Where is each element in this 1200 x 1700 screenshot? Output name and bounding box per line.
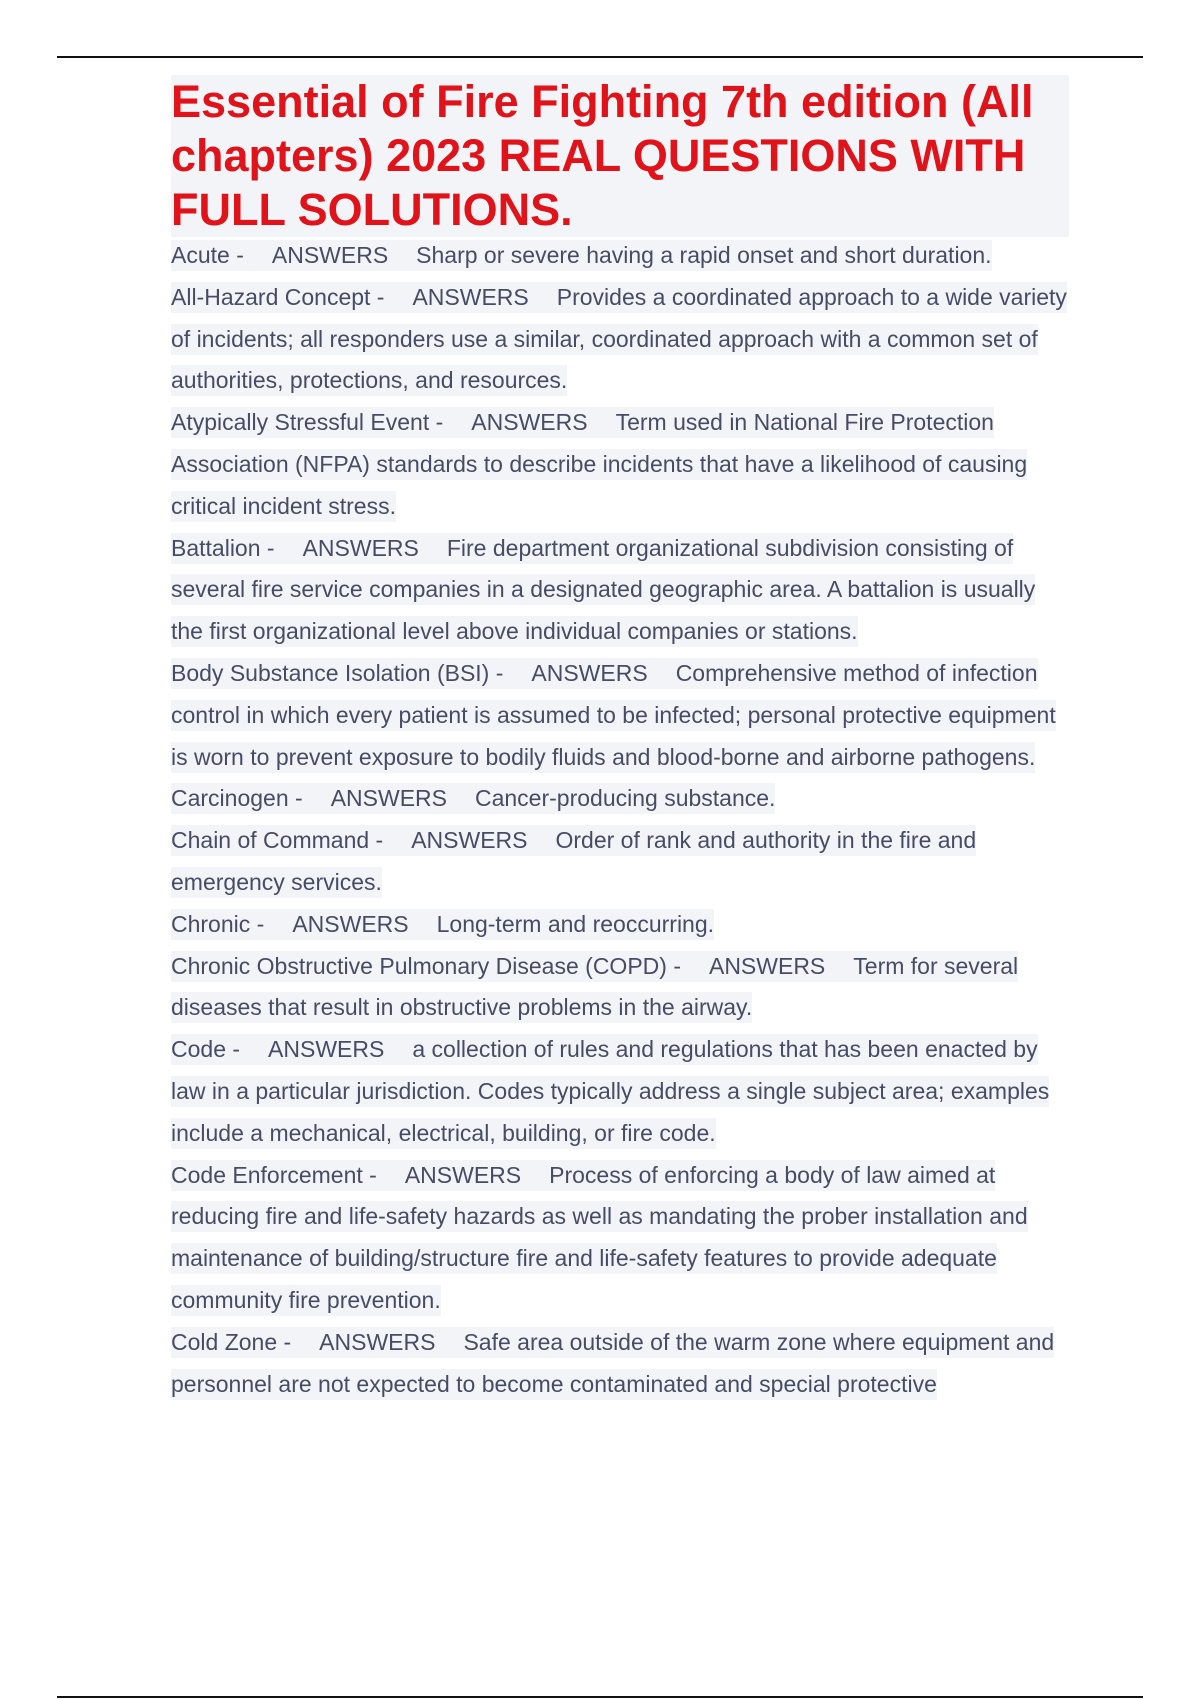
entry-term: Chronic - <box>171 910 265 937</box>
answers-label: ANSWERS <box>708 952 826 979</box>
glossary-entry <box>171 1029 1069 1154</box>
glossary-list <box>171 235 1069 1405</box>
answers-label: ANSWERS <box>471 409 588 436</box>
answers-label: ANSWERS <box>271 242 389 268</box>
glossary-entry <box>171 528 1069 653</box>
answers-label: ANSWERS <box>404 1161 522 1188</box>
entry-definition: Safe area outside of the warm zone where equipment and personnel are not expected to become contaminated and special protective <box>171 1328 1055 1397</box>
document-body <box>171 75 1069 1405</box>
bottom-rule <box>57 1696 1143 1698</box>
glossary-entry <box>171 1155 1069 1322</box>
answers-label: ANSWERS <box>412 283 529 310</box>
entry-definition: Sharp or severe having a rapid onset and short duration. <box>416 242 992 268</box>
glossary-entry <box>171 904 1069 946</box>
glossary-entry <box>171 1322 1069 1406</box>
glossary-entry <box>171 277 1069 402</box>
glossary-entry <box>171 820 1069 904</box>
answers-label: ANSWERS <box>292 910 409 937</box>
entry-definition: Term used in National Fire Protection Association (NFPA) standards to describe incidents that have a likelihood of causing critical incident stress. <box>171 409 1028 519</box>
entry-term: Acute - <box>171 242 244 268</box>
glossary-entry <box>171 778 1069 820</box>
entry-definition: Fire department organizational subdivision consisting of several fire service companies in a designated geographic area. A battalion is usually the first organizational level above individual companies or stations. <box>171 534 1036 645</box>
answers-label: ANSWERS <box>319 1328 436 1355</box>
answers-label: ANSWERS <box>330 785 447 812</box>
answers-label: ANSWERS <box>268 1036 385 1063</box>
entry-definition: Cancer-producing substance. <box>474 785 776 812</box>
glossary-entry <box>171 946 1069 1030</box>
entry-term: Cold Zone - <box>171 1328 292 1355</box>
glossary-entry <box>171 653 1069 778</box>
top-rule <box>57 56 1143 58</box>
answers-label: ANSWERS <box>302 534 419 561</box>
entry-term: Battalion - <box>171 534 275 561</box>
entry-definition: a collection of rules and regulations that has been enacted by law in a particular jurisdiction. Codes typically address a single subject area; examples include a mechanical, electrical, building, or fire code. <box>171 1036 1050 1146</box>
entry-definition: Comprehensive method of infection control in which every patient is assumed to be infected; personal protective equipment is worn to prevent exposure to bodily fluids and blood-borne and airborne pathogens. <box>171 659 1056 770</box>
entry-definition: Process of enforcing a body of law aimed at reducing fire and life-safety hazards as well as mandating the prober installation and maintenance of building/structure fire and life-safety features to provide adequate community fire prevention. <box>171 1161 1028 1313</box>
entry-definition: Term for several diseases that result in obstructive problems in the airway. <box>171 952 1019 1021</box>
answers-label: ANSWERS <box>531 659 648 686</box>
glossary-entry <box>171 235 1069 277</box>
entry-term: Code Enforcement - <box>171 1161 377 1188</box>
entry-term: Chain of Command - <box>171 827 384 854</box>
entry-term: Atypically Stressful Event - <box>171 409 444 436</box>
answers-label: ANSWERS <box>411 827 528 854</box>
entry-term: Chronic Obstructive Pulmonary Disease (COPD) - <box>171 952 681 979</box>
glossary-entry <box>171 402 1069 527</box>
entry-term: Body Substance Isolation (BSI) - <box>171 659 504 686</box>
entry-definition: Order of rank and authority in the fire and emergency services. <box>171 827 977 895</box>
entry-term: Carcinogen - <box>171 785 303 812</box>
entry-definition: Long-term and reoccurring. <box>436 910 715 937</box>
entry-definition: Provides a coordinated approach to a wide variety of incidents; all responders use a similar, coordinated approach with a common set of authorities, protections, and resources. <box>171 283 1067 394</box>
entry-term: All-Hazard Concept - <box>171 283 385 310</box>
entry-term: Code - <box>171 1036 241 1063</box>
document-title: Essential of Fire Fighting 7th edition (All chapters) 2023 REAL QUESTIONS WITH FULL SOLUTIONS. <box>171 75 1069 237</box>
